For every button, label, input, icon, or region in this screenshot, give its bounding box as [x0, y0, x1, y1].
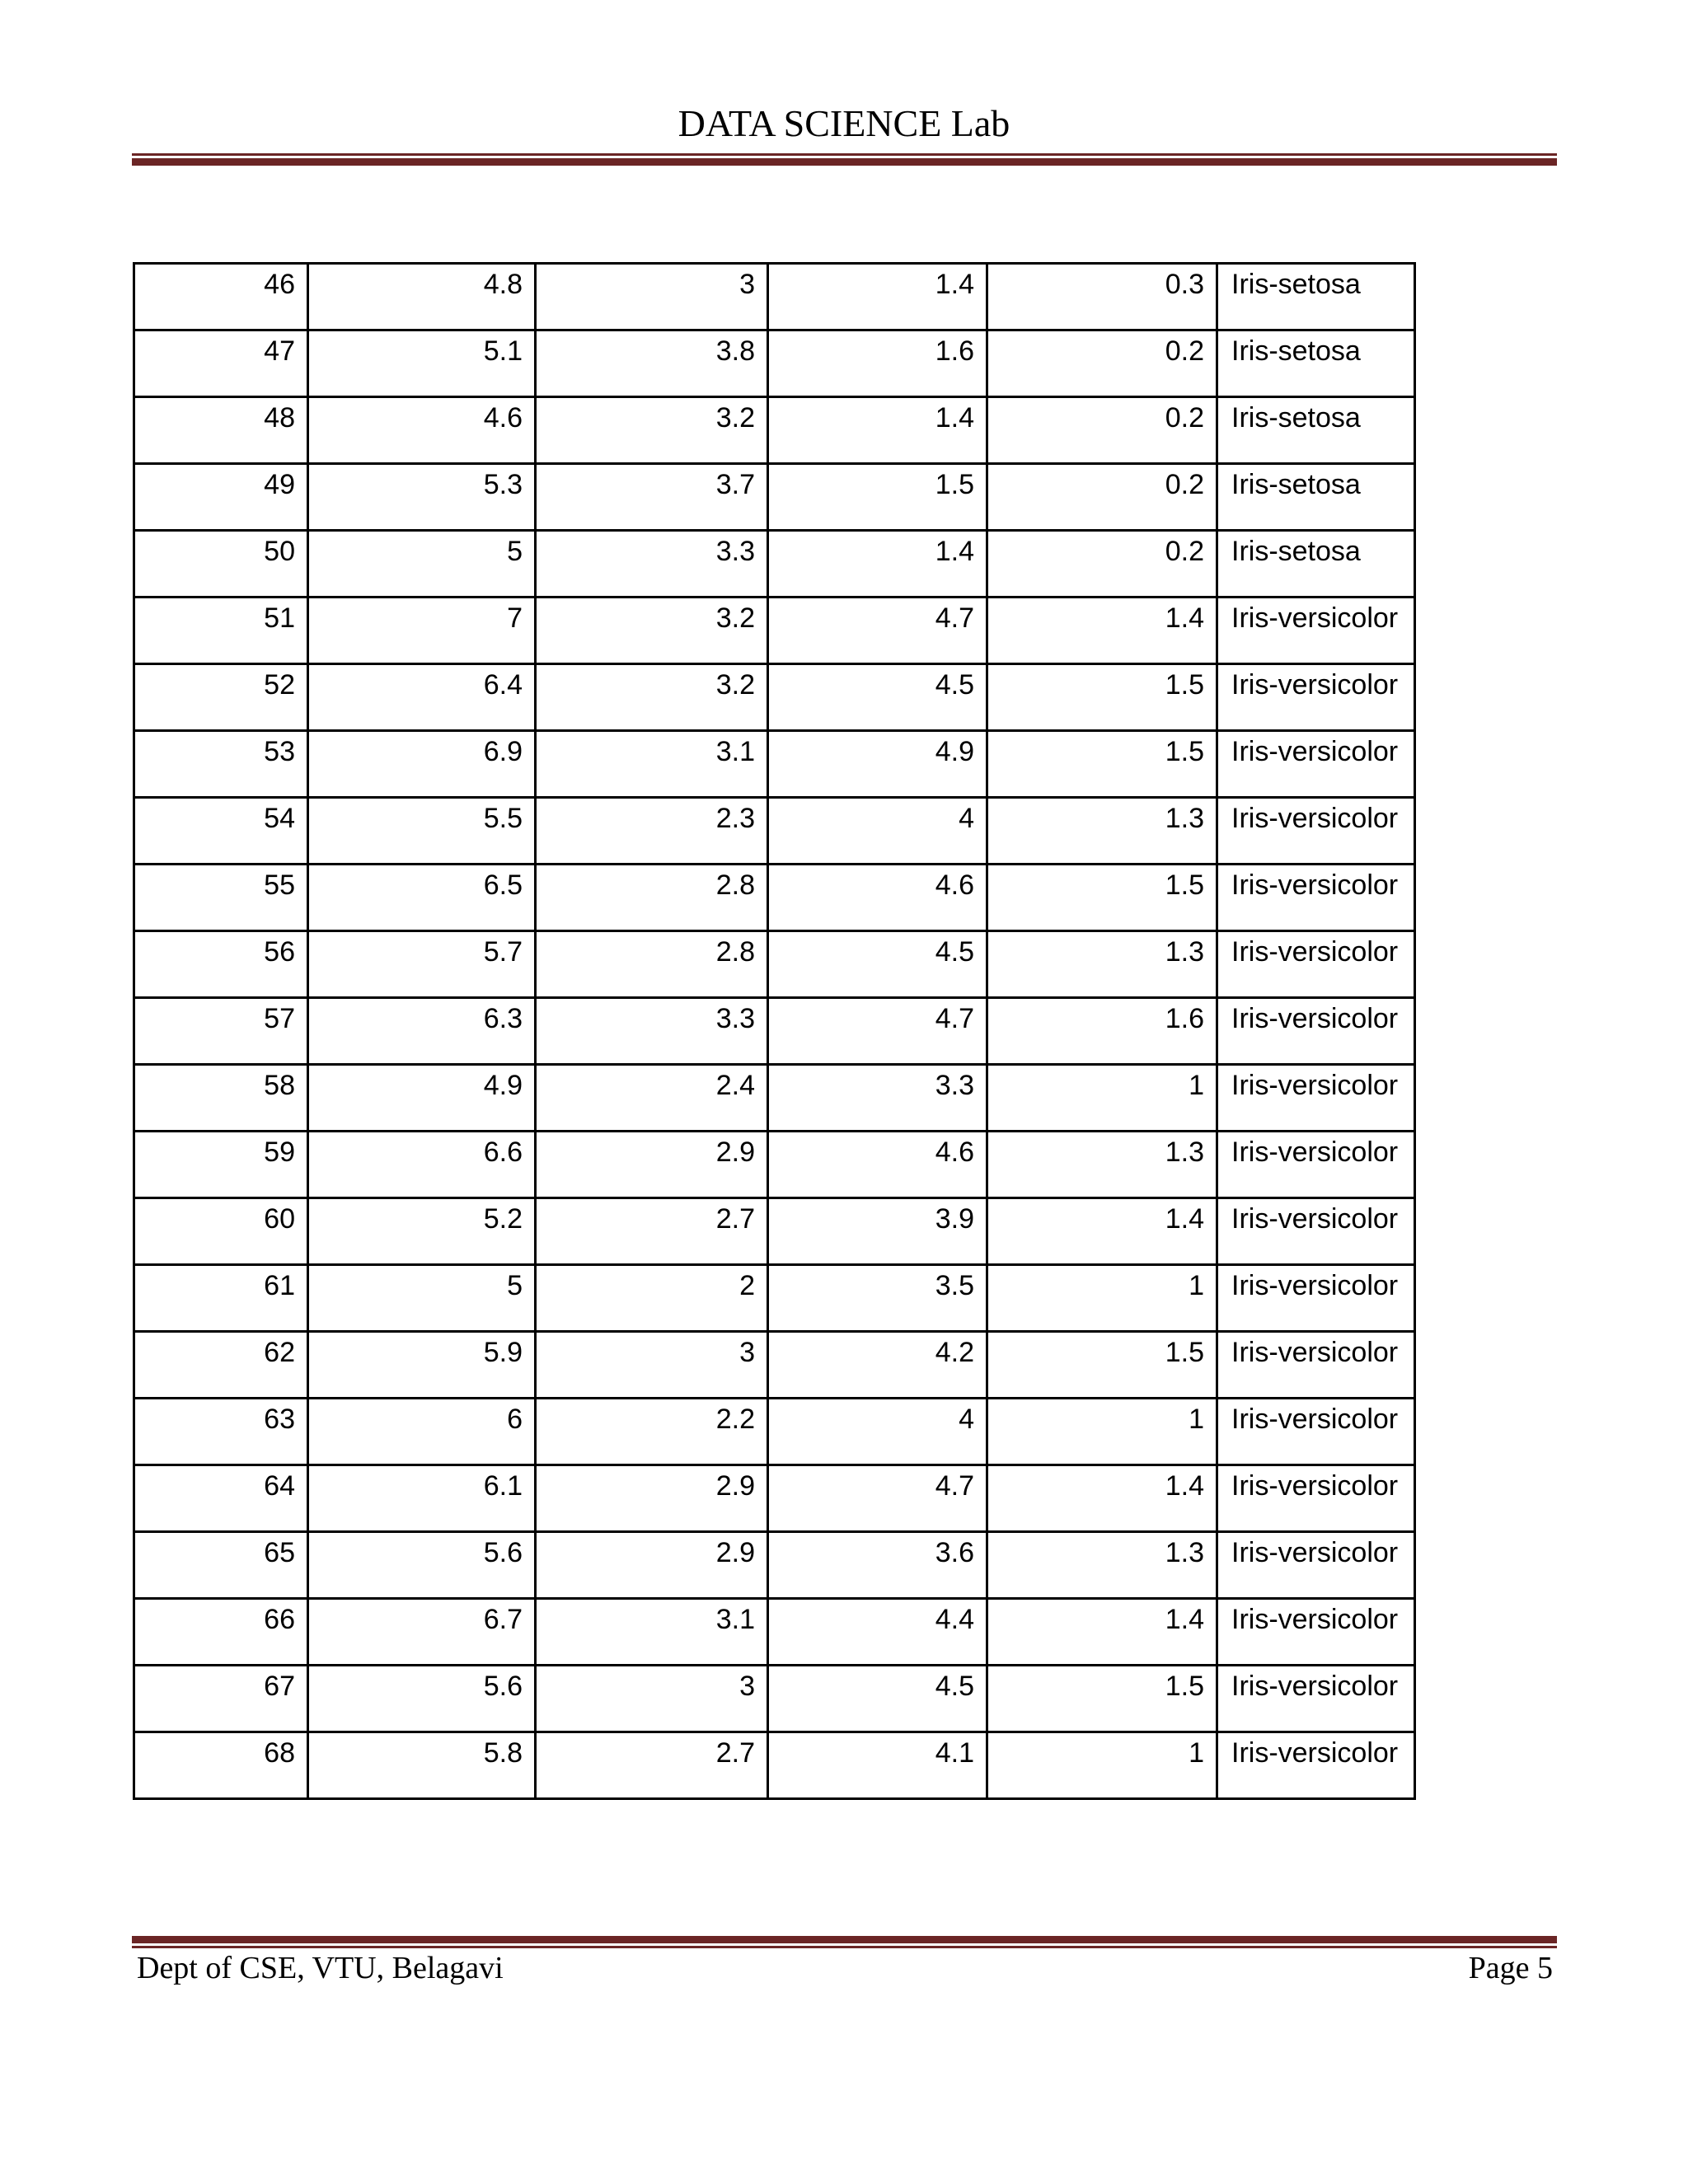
- cell-species: Iris-versicolor: [1217, 1198, 1415, 1265]
- table-row: [134, 731, 1415, 798]
- table-row: [134, 664, 1415, 731]
- page-header-title: DATA SCIENCE Lab: [678, 102, 1010, 144]
- cell-row-id: 59: [134, 1132, 308, 1198]
- table-row: [134, 330, 1415, 397]
- cell-species: Iris-setosa: [1217, 397, 1415, 464]
- cell-petal-length: 4.5: [768, 664, 987, 731]
- cell-sepal-width: 3.1: [536, 1599, 768, 1666]
- cell-petal-length: 4.7: [768, 1465, 987, 1532]
- cell-sepal-length: 5.3: [308, 464, 536, 531]
- header-rule: [132, 153, 1557, 166]
- cell-petal-length: 4.1: [768, 1732, 987, 1799]
- cell-species: Iris-versicolor: [1217, 1399, 1415, 1465]
- cell-row-id: 64: [134, 1465, 308, 1532]
- cell-sepal-length: 5.5: [308, 798, 536, 865]
- cell-sepal-length: 6.9: [308, 731, 536, 798]
- table-row: [134, 931, 1415, 998]
- iris-data-table: [133, 262, 1416, 1800]
- cell-species: Iris-setosa: [1217, 531, 1415, 598]
- cell-petal-length: 4.7: [768, 598, 987, 664]
- cell-sepal-width: 3.3: [536, 531, 768, 598]
- cell-row-id: 65: [134, 1532, 308, 1599]
- cell-petal-width: 1.3: [987, 798, 1217, 865]
- cell-sepal-width: 2.2: [536, 1399, 768, 1465]
- cell-row-id: 52: [134, 664, 308, 731]
- table-row: [134, 1465, 1415, 1532]
- cell-sepal-length: 7: [308, 598, 536, 664]
- cell-petal-width: 1.4: [987, 1465, 1217, 1532]
- cell-species: Iris-setosa: [1217, 330, 1415, 397]
- cell-sepal-width: 3: [536, 1666, 768, 1732]
- cell-sepal-width: 3.2: [536, 664, 768, 731]
- cell-species: Iris-setosa: [1217, 464, 1415, 531]
- table-row: [134, 1332, 1415, 1399]
- cell-petal-width: 1.4: [987, 1599, 1217, 1666]
- cell-sepal-length: 5.6: [308, 1666, 536, 1732]
- cell-species: Iris-versicolor: [1217, 1732, 1415, 1799]
- table-row: [134, 1198, 1415, 1265]
- cell-species: Iris-versicolor: [1217, 1532, 1415, 1599]
- footer-page-number: Page 5: [1468, 1951, 1553, 1985]
- cell-row-id: 67: [134, 1666, 308, 1732]
- cell-petal-width: 1.4: [987, 1198, 1217, 1265]
- cell-species: Iris-versicolor: [1217, 1666, 1415, 1732]
- cell-sepal-width: 2.9: [536, 1132, 768, 1198]
- cell-sepal-width: 3.1: [536, 731, 768, 798]
- cell-petal-width: 0.2: [987, 464, 1217, 531]
- cell-row-id: 53: [134, 731, 308, 798]
- table-row: [134, 1732, 1415, 1799]
- cell-species: Iris-versicolor: [1217, 931, 1415, 998]
- cell-petal-length: 1.4: [768, 531, 987, 598]
- cell-row-id: 60: [134, 1198, 308, 1265]
- cell-sepal-length: 6: [308, 1399, 536, 1465]
- cell-row-id: 68: [134, 1732, 308, 1799]
- cell-sepal-length: 5.7: [308, 931, 536, 998]
- cell-row-id: 50: [134, 531, 308, 598]
- table-row: [134, 464, 1415, 531]
- cell-sepal-length: 6.6: [308, 1132, 536, 1198]
- cell-petal-length: 4: [768, 1399, 987, 1465]
- cell-sepal-width: 3.3: [536, 998, 768, 1065]
- table-row: [134, 1532, 1415, 1599]
- cell-petal-length: 4.5: [768, 1666, 987, 1732]
- table-row: [134, 531, 1415, 598]
- cell-petal-width: 1.4: [987, 598, 1217, 664]
- cell-sepal-width: 3.2: [536, 397, 768, 464]
- cell-sepal-length: 6.4: [308, 664, 536, 731]
- cell-row-id: 46: [134, 264, 308, 330]
- cell-species: Iris-versicolor: [1217, 731, 1415, 798]
- table-row: [134, 264, 1415, 330]
- cell-sepal-length: 5: [308, 531, 536, 598]
- table-row: [134, 1265, 1415, 1332]
- cell-petal-width: 0.2: [987, 531, 1217, 598]
- cell-species: Iris-versicolor: [1217, 1265, 1415, 1332]
- cell-petal-length: 3.5: [768, 1265, 987, 1332]
- cell-petal-length: 1.6: [768, 330, 987, 397]
- cell-row-id: 66: [134, 1599, 308, 1666]
- cell-species: Iris-versicolor: [1217, 1599, 1415, 1666]
- cell-sepal-length: 4.8: [308, 264, 536, 330]
- cell-sepal-width: 2.9: [536, 1465, 768, 1532]
- cell-petal-width: 1.5: [987, 865, 1217, 931]
- table-row: [134, 998, 1415, 1065]
- cell-sepal-length: 6.3: [308, 998, 536, 1065]
- cell-species: Iris-versicolor: [1217, 1332, 1415, 1399]
- cell-sepal-width: 2.7: [536, 1198, 768, 1265]
- cell-sepal-width: 2: [536, 1265, 768, 1332]
- cell-sepal-width: 2.3: [536, 798, 768, 865]
- table-row: [134, 798, 1415, 865]
- cell-petal-length: 4.9: [768, 731, 987, 798]
- cell-species: Iris-versicolor: [1217, 998, 1415, 1065]
- cell-petal-width: 1: [987, 1065, 1217, 1132]
- cell-row-id: 48: [134, 397, 308, 464]
- cell-sepal-width: 3: [536, 264, 768, 330]
- cell-row-id: 56: [134, 931, 308, 998]
- cell-sepal-length: 4.6: [308, 397, 536, 464]
- cell-sepal-length: 6.1: [308, 1465, 536, 1532]
- cell-petal-width: 1: [987, 1399, 1217, 1465]
- cell-sepal-length: 4.9: [308, 1065, 536, 1132]
- cell-petal-width: 1.5: [987, 1332, 1217, 1399]
- cell-row-id: 47: [134, 330, 308, 397]
- cell-petal-length: 4.6: [768, 865, 987, 931]
- cell-petal-length: 1.4: [768, 397, 987, 464]
- cell-sepal-width: 2.7: [536, 1732, 768, 1799]
- cell-sepal-width: 3.7: [536, 464, 768, 531]
- cell-species: Iris-versicolor: [1217, 664, 1415, 731]
- cell-species: Iris-versicolor: [1217, 798, 1415, 865]
- cell-petal-width: 1.6: [987, 998, 1217, 1065]
- table-row: [134, 397, 1415, 464]
- cell-row-id: 57: [134, 998, 308, 1065]
- table-row: [134, 1065, 1415, 1132]
- cell-sepal-width: 2.8: [536, 865, 768, 931]
- cell-sepal-length: 5.6: [308, 1532, 536, 1599]
- cell-row-id: 61: [134, 1265, 308, 1332]
- cell-sepal-length: 5.9: [308, 1332, 536, 1399]
- cell-species: Iris-versicolor: [1217, 1132, 1415, 1198]
- cell-row-id: 58: [134, 1065, 308, 1132]
- cell-species: Iris-versicolor: [1217, 598, 1415, 664]
- cell-petal-length: 3.3: [768, 1065, 987, 1132]
- cell-petal-length: 1.5: [768, 464, 987, 531]
- cell-row-id: 51: [134, 598, 308, 664]
- cell-petal-width: 0.2: [987, 330, 1217, 397]
- cell-row-id: 49: [134, 464, 308, 531]
- cell-row-id: 62: [134, 1332, 308, 1399]
- table-row: [134, 1599, 1415, 1666]
- cell-sepal-width: 3: [536, 1332, 768, 1399]
- cell-petal-width: 1.3: [987, 1532, 1217, 1599]
- cell-species: Iris-setosa: [1217, 264, 1415, 330]
- cell-sepal-length: 6.5: [308, 865, 536, 931]
- cell-sepal-length: 5: [308, 1265, 536, 1332]
- cell-petal-width: 1: [987, 1265, 1217, 1332]
- cell-sepal-length: 5.8: [308, 1732, 536, 1799]
- table-row: [134, 1399, 1415, 1465]
- cell-species: Iris-versicolor: [1217, 1065, 1415, 1132]
- table-row: [134, 865, 1415, 931]
- table-row: [134, 1666, 1415, 1732]
- cell-petal-length: 3.9: [768, 1198, 987, 1265]
- table-body: [134, 264, 1415, 1799]
- cell-row-id: 63: [134, 1399, 308, 1465]
- cell-petal-width: 1: [987, 1732, 1217, 1799]
- footer-department: Dept of CSE, VTU, Belagavi: [137, 1951, 504, 1985]
- cell-sepal-width: 2.9: [536, 1532, 768, 1599]
- cell-row-id: 55: [134, 865, 308, 931]
- cell-sepal-length: 6.7: [308, 1599, 536, 1666]
- cell-petal-width: 0.3: [987, 264, 1217, 330]
- cell-petal-length: 4: [768, 798, 987, 865]
- cell-sepal-width: 3.2: [536, 598, 768, 664]
- cell-species: Iris-versicolor: [1217, 1465, 1415, 1532]
- cell-petal-length: 4.5: [768, 931, 987, 998]
- cell-sepal-width: 2.8: [536, 931, 768, 998]
- cell-row-id: 54: [134, 798, 308, 865]
- table-row: [134, 598, 1415, 664]
- cell-petal-width: 0.2: [987, 397, 1217, 464]
- cell-sepal-width: 2.4: [536, 1065, 768, 1132]
- cell-sepal-width: 3.8: [536, 330, 768, 397]
- cell-petal-length: 3.6: [768, 1532, 987, 1599]
- table-row: [134, 1132, 1415, 1198]
- cell-petal-width: 1.3: [987, 1132, 1217, 1198]
- cell-petal-length: 1.4: [768, 264, 987, 330]
- cell-sepal-length: 5.2: [308, 1198, 536, 1265]
- cell-petal-length: 4.4: [768, 1599, 987, 1666]
- cell-petal-length: 4.7: [768, 998, 987, 1065]
- cell-petal-width: 1.3: [987, 931, 1217, 998]
- cell-petal-width: 1.5: [987, 1666, 1217, 1732]
- cell-petal-width: 1.5: [987, 731, 1217, 798]
- cell-petal-width: 1.5: [987, 664, 1217, 731]
- cell-sepal-length: 5.1: [308, 330, 536, 397]
- cell-petal-length: 4.2: [768, 1332, 987, 1399]
- cell-species: Iris-versicolor: [1217, 865, 1415, 931]
- cell-petal-length: 4.6: [768, 1132, 987, 1198]
